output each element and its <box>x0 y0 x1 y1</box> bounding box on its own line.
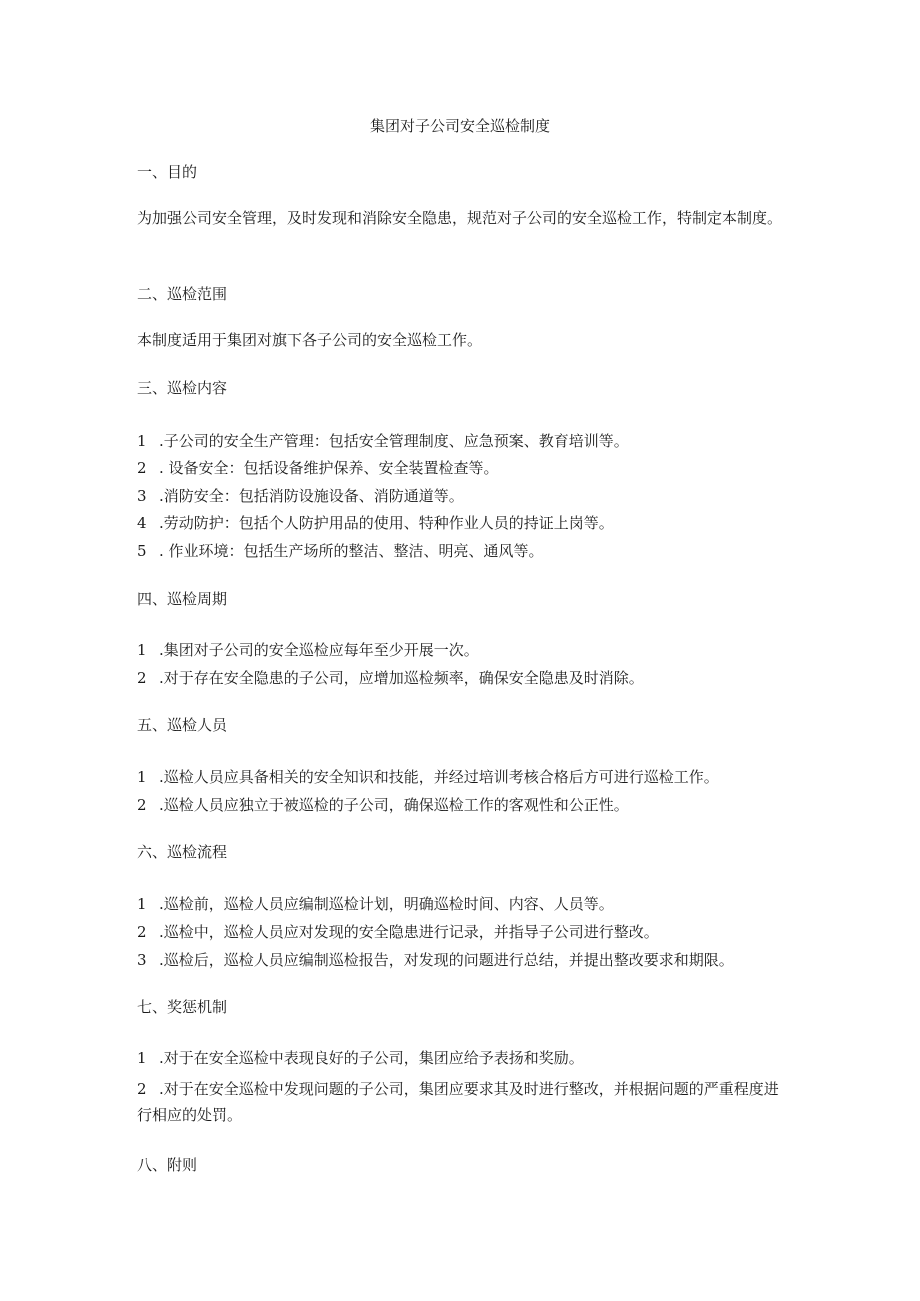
section-heading-scope: 二、巡检范围 <box>137 285 228 303</box>
list-item-text: .劳动防护：包括个人防护用品的使用、特种作业人员的持证上岗等。 <box>159 514 614 532</box>
list-item-text: .子公司的安全生产管理：包括安全管理制度、应急预案、教育培训等。 <box>159 432 629 450</box>
list-item-text: .巡检人员应具备相关的安全知识和技能，并经过培训考核合格后方可进行巡检工作。 <box>159 768 719 786</box>
list-item-text: .巡检人员应独立于被巡检的子公司，确保巡检工作的客观性和公正性。 <box>159 796 629 814</box>
list-item <box>137 950 734 970</box>
section-heading-content: 三、巡检内容 <box>137 379 228 397</box>
section-heading-personnel: 五、巡检人员 <box>137 716 228 734</box>
list-item <box>137 1076 787 1128</box>
document-title: 集团对子公司安全巡检制度 <box>369 117 550 135</box>
list-item-text: .对于在安全巡检中发现问题的子公司，集团应要求其及时进行整改，并根据问题的严重程度进行相应的处罚。 <box>137 1080 779 1124</box>
list-item-number: 1 <box>137 432 147 450</box>
list-item-text: . 作业环境：包括生产场所的整洁、整洁、明亮、通风等。 <box>159 542 544 560</box>
list-item-number: 1 <box>137 1049 147 1067</box>
list-item <box>137 513 614 533</box>
list-item-number: 2 <box>137 669 147 687</box>
list-item <box>137 922 659 942</box>
list-item <box>137 1048 584 1068</box>
section-heading-process: 六、巡检流程 <box>137 843 228 861</box>
section-heading-rewards: 七、奖惩机制 <box>137 998 228 1016</box>
section-paragraph-scope: 本制度适用于集团对旗下各子公司的安全巡检工作。 <box>137 331 483 349</box>
section-heading-supplementary: 八、附则 <box>137 1156 198 1174</box>
section-heading-cycle: 四、巡检周期 <box>137 590 228 608</box>
section-paragraph-purpose: 为加强公司安全管理，及时发现和消除安全隐患，规范对子公司的安全巡检工作，特制定本制度。 <box>137 209 783 227</box>
list-item <box>137 668 644 688</box>
list-item-number: 2 <box>137 923 147 941</box>
list-item-number: 3 <box>137 487 147 505</box>
list-item-number: 1 <box>137 895 147 913</box>
list-item-number: 4 <box>137 514 147 532</box>
list-item <box>137 486 464 506</box>
list-item <box>137 795 629 815</box>
section-heading-purpose: 一、目的 <box>137 163 198 181</box>
list-item-text: .巡检中，巡检人员应对发现的安全隐患进行记录，并指导子公司进行整改。 <box>159 923 659 941</box>
list-item-text: .对于存在安全隐患的子公司，应增加巡检频率，确保安全隐患及时消除。 <box>159 669 644 687</box>
list-item <box>137 640 479 660</box>
list-item-number: 2 <box>137 796 147 814</box>
list-item <box>137 894 614 914</box>
list-item-text: .巡检后，巡检人员应编制巡检报告，对发现的问题进行总结，并提出整改要求和期限。 <box>159 951 734 969</box>
list-item <box>137 431 629 451</box>
list-item-text: .对于在安全巡检中表现良好的子公司，集团应给予表扬和奖励。 <box>159 1049 584 1067</box>
list-item-number: 5 <box>137 542 147 560</box>
list-item <box>137 767 719 787</box>
list-item <box>137 458 499 478</box>
list-item-number: 2 <box>137 459 147 477</box>
list-item-number: 2 <box>137 1080 147 1098</box>
list-item-number: 1 <box>137 768 147 786</box>
list-item-text: .消防安全：包括消防设施设备、消防通道等。 <box>159 487 464 505</box>
list-item-number: 3 <box>137 951 147 969</box>
list-item-text: . 设备安全：包括设备维护保养、安全装置检查等。 <box>159 459 499 477</box>
list-item-number: 1 <box>137 641 147 659</box>
list-item-text: .集团对子公司的安全巡检应每年至少开展一次。 <box>159 641 479 659</box>
list-item <box>137 541 544 561</box>
list-item-text: .巡检前，巡检人员应编制巡检计划，明确巡检时间、内容、人员等。 <box>159 895 614 913</box>
